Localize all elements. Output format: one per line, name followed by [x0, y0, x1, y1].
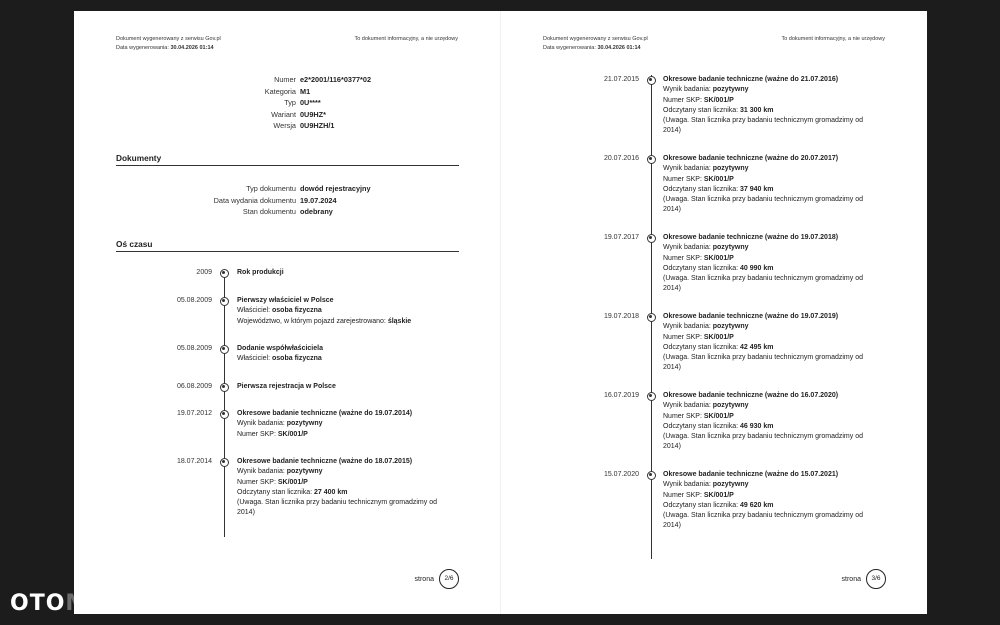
meter-note: (Uwaga. Stan licznika przy badaniu technicznym gromadzimy od 2014): [237, 499, 437, 517]
info-note: To dokument informacyjny, a nie urzędowy: [354, 36, 458, 42]
event-title: Okresowe badanie techniczne (ważne do 21.07.2016): [663, 76, 839, 83]
page-label: strona: [414, 576, 434, 583]
event-title: Okresowe badanie techniczne (ważne do 15.07.2021): [663, 471, 839, 478]
detail-row: Typ 0U****: [284, 98, 321, 107]
event-date: 19.07.2012: [176, 410, 212, 417]
timeline-section-title: Oś czasu: [116, 239, 459, 252]
timeline-dot-icon: [647, 471, 656, 480]
otomoto-logo: OTOMoto: [10, 591, 133, 616]
meter-note: (Uwaga. Stan licznika przy badaniu technicznym gromadzimy od 2014): [663, 433, 863, 451]
event-date: 18.07.2014: [176, 458, 212, 465]
detail-row: Numer e2*2001/116*0377*02: [274, 75, 372, 84]
timeline-dot-icon: [647, 234, 656, 243]
event-title: Pierwszy właściciel w Polsce: [237, 297, 334, 304]
meter-note: (Uwaga. Stan licznika przy badaniu technicznym gromadzimy od 2014): [663, 275, 863, 293]
timeline-line: [224, 273, 225, 537]
documents-section-title: Dokumenty: [116, 153, 459, 166]
event-date: 05.08.2009: [176, 345, 212, 352]
page-left: Dokument wygenerowany z serwisu Gov.pl Data wygenerowania: 30.04.2026 01:14 To dokument informacyjny, a nie urzędowy Numer e2*2001/116*0377*02 Kategoria M1 Typ 0U**** Wariant 0U9HZ* Wersja 0U9HZH/1 Dokumenty Typ dokumentu dowód rejestracyjny Data wydania dokumentu 19.07.2024 Stan dokumentu odebrany Oś czasu 2009 Rok produkcji 05.08.2009 Pierwszy właściciel w Polsce Właściciel: osoba fizyczna Województwo, w którym pojazd zarejestrowano: śląskie 05.08.2009 Dodanie współwłaściciela Właściciel: osoba fizyczna 06.08.2009 Pierwsza rejestracja w Polsce 19.07.2012 Okresowe badanie techniczne (ważne do 19.07.2014) Wynik badania: pozytywny Numer SKP: SK/001/P 18.07.2014 Okresowe badanie techniczne (ważne do 18.07.2015) Wynik badania: pozytywny Numer SKP: SK/001/P Odczytany stan licznika: 27 400 km (Uwaga. Stan licznika przy badaniu technicznym gromadzimy od 2014) strona 2/6: [74, 11, 500, 614]
generated-by: Dokument wygenerowany z serwisu Gov.pl: [116, 36, 221, 42]
event-title: Rok produkcji: [237, 269, 284, 276]
timeline-dot-icon: [647, 155, 656, 164]
detail-row: Kategoria M1: [264, 86, 311, 96]
detail-row: Wersja 0U9HZH/1: [273, 121, 335, 130]
generated-date: 30.04.2026 01:14: [170, 45, 214, 51]
event-date: 19.07.2018: [603, 313, 639, 320]
meter-note: (Uwaga. Stan licznika przy badaniu technicznym gromadzimy od 2014): [663, 196, 863, 214]
event-date: 21.07.2015: [603, 76, 639, 83]
document-details: [74, 184, 500, 219]
event-title: Okresowe badanie techniczne (ważne do 19.07.2019): [663, 313, 839, 320]
meter-note: (Uwaga. Stan licznika przy badaniu technicznym gromadzimy od 2014): [663, 354, 863, 372]
detail-row: Stan dokumentu odebrany: [242, 207, 333, 216]
timeline-dot-icon: [220, 383, 229, 392]
page-header: [116, 35, 458, 53]
document-sheet: [74, 11, 927, 614]
event-date: 2009: [196, 269, 212, 276]
event-date: 16.07.2019: [603, 392, 639, 399]
page-number: 3/6: [866, 569, 886, 589]
timeline-dot-icon: [220, 458, 229, 467]
timeline-dot-icon: [647, 313, 656, 322]
event-title: Okresowe badanie techniczne (ważne do 20.07.2017): [663, 155, 839, 162]
timeline-dot-icon: [220, 269, 229, 278]
event-date: 05.08.2009: [176, 297, 212, 304]
generated-date-line: Data wygenerowania: 30.04.2026 01:14: [116, 45, 214, 51]
page-number: 2/6: [439, 569, 459, 589]
meter-note: (Uwaga. Stan licznika przy badaniu technicznym gromadzimy od 2014): [663, 117, 863, 135]
event-date: 19.07.2017: [603, 234, 639, 241]
event-date: 15.07.2020: [603, 471, 639, 478]
timeline-dot-icon: [647, 392, 656, 401]
event-title: Okresowe badanie techniczne (ważne do 18.07.2015): [237, 458, 413, 465]
page-right: Dokument wygenerowany z serwisu Gov.pl Data wygenerowania: 30.04.2026 01:14 To dokument informacyjny, a nie urzędowy 21.07.2015 Okresowe badanie techniczne (ważne do 21.07.2016) Wynik badania: pozytywny Numer SKP: SK/001/P Odczytany stan licznika: 31 300 km (Uwaga. Stan licznika przy badaniu technicznym gromadzimy od 2014) 20.07.2016 Okresowe badanie techniczne (ważne do 20.07.2017) Wynik badania: pozytywny Numer SKP: SK/001/P Odczytany stan licznika: 37 940 km (Uwaga. Stan licznika przy badaniu technicznym gromadzimy od 2014) 19.07.2017 Okresowe badanie techniczne (ważne do 19.07.2018) Wynik badania: pozytywny Numer SKP: SK/001/P Odczytany stan licznika: 40 990 km (Uwaga. Stan licznika przy badaniu technicznym gromadzimy od 2014) 19.07.2018 Okresowe badanie techniczne (ważne do 19.07.2019) Wynik badania: pozytywny Numer SKP: SK/001/P Odczytany stan licznika: 42 495 km (Uwaga. Stan licznika przy badaniu technicznym gromadzimy od 2014) 16.07.2019 Okresowe badanie techniczne (ważne do 16.07.2020) Wynik badania: pozytywny Numer SKP: SK/001/P Odczytany stan licznika: 46 930 km (Uwaga. Stan licznika przy badaniu technicznym gromadzimy od 2014) 15.07.2020 Okresowe badanie techniczne (ważne do 15.07.2021) Wynik badania: pozytywny Numer SKP: SK/001/P Odczytany stan licznika: 49 620 km (Uwaga. Stan licznika przy badaniu technicznym gromadzimy od 2014) strona 3/6: [501, 11, 927, 614]
generated-date: 30.04.2026 01:14: [597, 45, 641, 51]
timeline-dot-icon: [647, 76, 656, 85]
detail-row: Wariant 0U9HZ*: [271, 109, 326, 119]
page-label: strona: [841, 576, 861, 583]
info-note: To dokument informacyjny, a nie urzędowy: [781, 36, 885, 42]
generated-date-line: Data wygenerowania: 30.04.2026 01:14: [543, 45, 641, 51]
event-title: Okresowe badanie techniczne (ważne do 19.07.2014): [237, 410, 413, 417]
detail-row: Typ dokumentu dowód rejestracyjny: [246, 184, 371, 193]
timeline-dot-icon: [220, 297, 229, 306]
event-title: Okresowe badanie techniczne (ważne do 19.07.2018): [663, 234, 839, 241]
event-title: Pierwsza rejestracja w Polsce: [237, 383, 336, 390]
detail-row: Data wydania dokumentu 19.07.2024: [213, 195, 337, 205]
event-title: Okresowe badanie techniczne (ważne do 16.07.2020): [663, 392, 839, 399]
vehicle-details: [74, 75, 500, 133]
event-date: 20.07.2016: [603, 155, 639, 162]
event-date: 06.08.2009: [176, 383, 212, 390]
meter-note: (Uwaga. Stan licznika przy badaniu technicznym gromadzimy od 2014): [663, 512, 863, 530]
page-header: [543, 35, 885, 53]
event-title: Dodanie współwłaściciela: [237, 345, 323, 352]
timeline-dot-icon: [220, 345, 229, 354]
generated-by: Dokument wygenerowany z serwisu Gov.pl: [543, 36, 648, 42]
timeline-dot-icon: [220, 410, 229, 419]
